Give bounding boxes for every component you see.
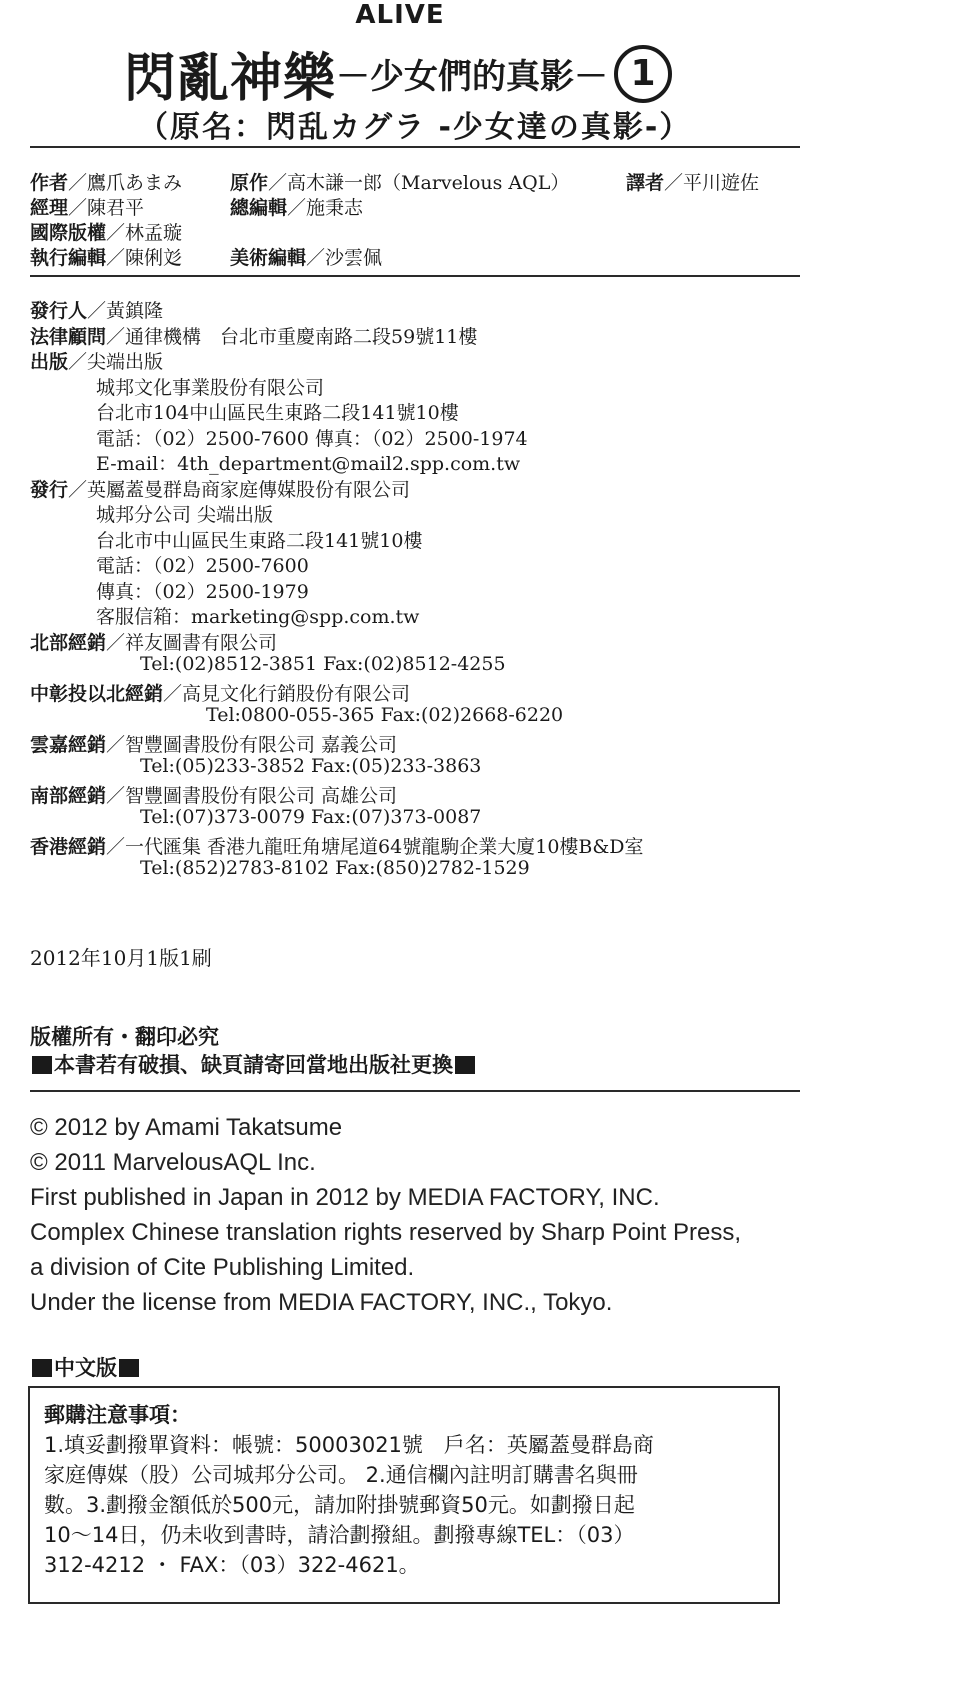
publisher-info-text: 城邦文化事業股份有限公司: [96, 376, 325, 399]
staff-credits: [30, 168, 830, 268]
publisher-info-line: [30, 449, 830, 475]
credit-executive-editor: 執行編輯／陳俐彣: [30, 247, 183, 269]
publisher-info-line: [30, 322, 830, 348]
publisher-info-line: [30, 347, 830, 373]
publisher-info-line: [30, 577, 830, 603]
square-bullet-icon: [32, 1056, 52, 1074]
publisher-info-line: [30, 781, 830, 807]
publisher-info-line: [30, 857, 830, 883]
divider: [30, 146, 800, 148]
series-label: ALIVE: [355, 0, 445, 30]
publisher-info-text: 客服信箱：marketing@spp.com.tw: [96, 606, 420, 628]
book-title: [124, 36, 672, 111]
credit-art-editor: 美術編輯／沙雲佩: [230, 247, 383, 269]
publisher-info-line: [30, 755, 830, 781]
publisher-info-text: ／黃鎮隆: [87, 300, 164, 322]
divider: [30, 275, 800, 277]
copyright-notice: [30, 1110, 741, 1320]
copyright-line: © 2012 by Amami Takatsume: [30, 1114, 343, 1141]
publisher-info-text: 台北市104中山區民生東路二段141號10樓: [96, 402, 459, 424]
volume-number-badge: 1: [614, 45, 672, 103]
publisher-info-line: [30, 424, 830, 450]
publisher-info-text: E-mail：4th_department@mail2.spp.com.tw: [96, 453, 521, 475]
publisher-info-text: Tel:(05)233-3852 Fax:(05)233-3863: [140, 755, 482, 777]
publisher-info-line: [30, 704, 830, 730]
publisher-info-text: Tel:0800-055-365 Fax:(02)2668-6220: [206, 704, 564, 726]
copyright-line: Under the license from MEDIA FACTORY, INC., Tokyo.: [30, 1289, 613, 1316]
rights-notice: [30, 1023, 477, 1079]
credit-row: [30, 168, 830, 193]
chinese-edition-label: 中文版: [30, 1352, 141, 1382]
publisher-info-label: 法律顧問: [30, 325, 107, 348]
publisher-info-text: ／高見文化行銷股份有限公司: [163, 682, 411, 705]
publisher-info-label: 北部經銷: [30, 631, 107, 654]
publisher-info-line: [30, 398, 830, 424]
publisher-info-text: ／尖端出版: [68, 351, 164, 373]
title-subtitle: －少女們的真影－: [336, 57, 609, 97]
publisher-info-text: ／祥友圖書有限公司: [106, 631, 278, 654]
credit-international-rights: 國際版權／林孟璇: [30, 222, 183, 244]
copyright-line: First published in Japan in 2012 by MEDIA FACTORY, INC.: [30, 1184, 660, 1211]
publisher-info-label: 出版: [30, 351, 69, 373]
publisher-info-line: [30, 475, 830, 501]
credit-editor-in-chief: 總編輯／施秉志: [230, 197, 364, 219]
publisher-info-text: ／英屬蓋曼群島商家庭傳媒股份有限公司: [68, 478, 411, 501]
publisher-info-line: [30, 653, 830, 679]
credit-original-work: 原作／高木謙一郎（Marvelous AQL）: [230, 172, 570, 194]
publisher-info-label: 南部經銷: [30, 784, 107, 807]
divider: [30, 1090, 800, 1092]
publisher-info-line: [30, 296, 830, 322]
publisher-info: [30, 296, 830, 883]
publisher-info-label: 中彰投以北經銷: [30, 682, 164, 705]
edition-date: 2012年10月1版1刷: [30, 946, 212, 970]
publisher-info-text: Tel:(852)2783-8102 Fax:(850)2782-1529: [140, 857, 530, 879]
rights-reserved: 版權所有・翻印必究: [30, 1025, 219, 1049]
publisher-info-label: 雲嘉經銷: [30, 733, 107, 756]
credit-author: 作者／鷹爪あまみ: [30, 172, 183, 194]
publisher-info-text: Tel:(07)373-0079 Fax:(07)373-0087: [140, 806, 482, 828]
publisher-info-line: [30, 628, 830, 654]
mail-order-body: 1.填妥劃撥單資料：帳號：50003021號 戶名：英屬蓋曼群島商 家庭傳媒（股）公司城邦分公司。 2.通信欄內註明訂購書名與冊 數。3.劃撥金額低於500元，請加附掛號郵資50元。如劃撥日起 10～14日，仍未收到書時，請洽劃撥組。劃撥專線TEL：（03） 312-4212 ・ FAX：（03）322-4621。: [44, 1433, 654, 1577]
mail-order-notice-box: [28, 1386, 780, 1604]
publisher-info-line: [30, 832, 830, 858]
publisher-info-label: 發行: [30, 478, 69, 501]
publisher-info-text: 傳真：（02）2500-1979: [96, 580, 309, 603]
square-bullet-icon: [119, 1359, 139, 1377]
publisher-info-label: 發行人: [30, 300, 88, 322]
copyright-line: a division of Cite Publishing Limited.: [30, 1254, 415, 1281]
damage-return-notice: 本書若有破損、缺頁請寄回當地出版社更換: [30, 1051, 477, 1079]
publisher-info-line: [30, 500, 830, 526]
publisher-info-text: 台北市中山區民生東路二段141號10樓: [96, 529, 423, 552]
credit-translator: 譯者／平川遊佐: [626, 172, 760, 194]
credit-manager: 經理／陳君平: [30, 197, 145, 219]
publisher-info-line: [30, 730, 830, 756]
publisher-info-line: [30, 679, 830, 705]
square-bullet-icon: [455, 1056, 475, 1074]
publisher-info-text: ／一代匯集 香港九龍旺角塘尾道64號龍駒企業大廈10樓B&D室: [106, 835, 644, 858]
publisher-info-line: [30, 526, 830, 552]
publisher-info-text: ／智豐圖書股份有限公司 高雄公司: [106, 784, 398, 807]
credit-row: [30, 218, 830, 243]
credit-row: [30, 243, 830, 268]
publisher-info-text: 電話：（02）2500-7600 傳真：（02）2500-1974: [96, 427, 528, 450]
publisher-info-line: [30, 806, 830, 832]
credit-row: [30, 193, 830, 218]
square-bullet-icon: [32, 1359, 52, 1377]
copyright-line: © 2011 MarvelousAQL Inc.: [30, 1149, 316, 1176]
publisher-info-line: [30, 602, 830, 628]
mail-order-title: 郵購注意事項：: [44, 1403, 191, 1427]
publisher-info-label: 香港經銷: [30, 835, 107, 858]
publisher-info-text: 城邦分公司 尖端出版: [96, 504, 274, 526]
publisher-info-text: 電話：（02）2500-7600: [96, 555, 309, 577]
copyright-line: Complex Chinese translation rights reserved by Sharp Point Press,: [30, 1219, 741, 1246]
publisher-info-line: [30, 551, 830, 577]
title-main: 閃亂神樂: [124, 49, 337, 109]
publisher-info-text: ／通律機構 台北市重慶南路二段59號11樓: [106, 325, 478, 348]
original-title: （原名：閃乱カグラ -少女達の真影-）: [138, 110, 692, 145]
publisher-info-line: [30, 373, 830, 399]
publisher-info-text: Tel:(02)8512-3851 Fax:(02)8512-4255: [140, 653, 506, 675]
publisher-info-text: ／智豐圖書股份有限公司 嘉義公司: [106, 733, 398, 756]
